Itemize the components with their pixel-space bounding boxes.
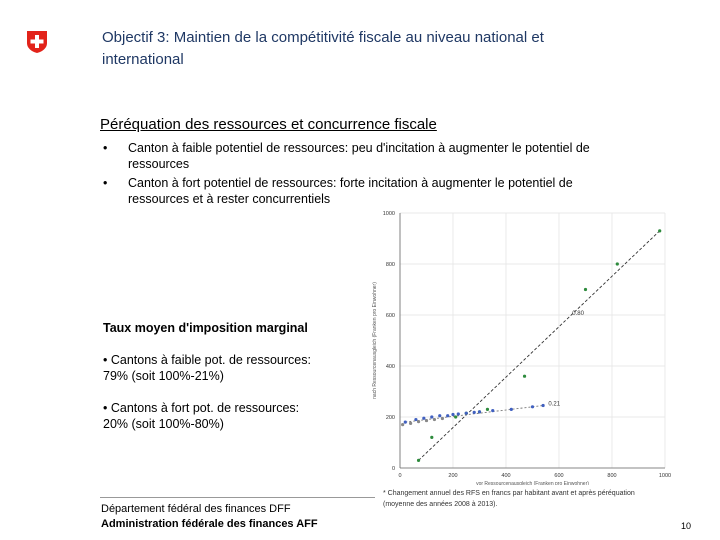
title-line-1: Objectif 3: Maintien de la compétitivité fiscale au niveau national et [102, 29, 544, 46]
data-point [417, 420, 420, 423]
footnote-line: * Changement annuel des RFS en francs par habitant avant et après péréquation [383, 490, 635, 497]
y-tick-label: 200 [385, 415, 395, 421]
data-point [486, 408, 489, 411]
footnote-line: (moyenne des années 2008 à 2013). [383, 501, 498, 508]
data-point [441, 417, 444, 420]
y-tick-label: 400 [385, 364, 395, 370]
data-point [491, 409, 494, 412]
x-tick-label: 800 [607, 473, 617, 479]
scatter-chart [355, 203, 680, 485]
data-point [433, 418, 436, 421]
footer-department: Département fédéral des finances DFF [101, 503, 291, 515]
x-tick-label: 400 [501, 473, 511, 479]
marginal-rate-low-label: • Cantons à faible pot. de ressources: [103, 353, 311, 367]
y-tick-label: 600 [385, 313, 395, 319]
data-point [658, 229, 661, 232]
data-point [430, 415, 433, 418]
bullet-text-line: Canton à fort potentiel de ressources: forte incitation à augmenter le potentiel de [128, 176, 573, 190]
chart-footnote [383, 488, 683, 510]
bullet-list [103, 140, 663, 210]
data-point [465, 412, 468, 415]
data-point [414, 418, 417, 421]
page-number: 10 [681, 521, 692, 531]
data-point [409, 422, 412, 425]
x-tick-label: 0 [398, 473, 402, 479]
annotation-flat-slope: 0.21 [548, 401, 561, 408]
x-tick-label: 200 [448, 473, 458, 479]
marginal-rate-high-label: • Cantons à fort pot. de ressources: [103, 401, 300, 415]
data-point [404, 421, 407, 424]
y-axis-label: nach Ressourcenausgleich (Franken pro Einwohner) [372, 282, 378, 399]
data-point [510, 408, 513, 411]
bullet-text-line: ressources et à rester concurrentiels [128, 192, 331, 206]
bullet-text-line: ressources [128, 157, 190, 171]
bullet-marker: • [103, 141, 108, 155]
data-point [531, 405, 534, 408]
data-point [616, 262, 619, 265]
footer-divider [100, 497, 375, 498]
section-subtitle: Péréquation des ressources et concurrence fiscale [100, 116, 437, 133]
x-tick-label: 1000 [658, 473, 672, 479]
marginal-rate-box [103, 320, 343, 432]
data-point [401, 423, 404, 426]
data-point [473, 411, 476, 414]
data-point [451, 413, 454, 416]
data-point [454, 415, 457, 418]
marginal-rate-high [103, 400, 343, 432]
marginal-rate-title: Taux moyen d'imposition marginal [103, 321, 308, 335]
data-point [584, 288, 587, 291]
bullet-text-line: Canton à faible potentiel de ressources: peu d'incitation à augmenter le potentiel de [128, 141, 590, 155]
data-point [417, 459, 420, 462]
annotation-steep-slope: 0.80 [572, 311, 584, 317]
data-point [430, 436, 433, 439]
y-tick-label: 800 [385, 262, 395, 268]
footer-administration: Administration fédérale des finances AFF [101, 518, 318, 530]
marginal-rate-high-value: 20% (soit 100%-80%) [103, 417, 224, 431]
data-point [446, 414, 449, 417]
data-point [438, 414, 441, 417]
marginal-rate-low [103, 352, 343, 384]
x-axis-label: vor Ressourcenausgleich (Franken pro Einwohner) [476, 481, 589, 485]
x-tick-label: 600 [554, 473, 564, 479]
bullet-marker: • [103, 176, 108, 190]
y-tick-label: 1000 [382, 211, 395, 217]
data-point [422, 417, 425, 420]
marginal-rate-low-value: 79% (soit 100%-21%) [103, 369, 224, 383]
swiss-cross-logo [26, 30, 48, 54]
data-point [457, 412, 460, 415]
data-point [478, 410, 481, 413]
data-point [523, 375, 526, 378]
data-point [425, 419, 428, 422]
bullet-item [103, 140, 663, 172]
y-tick-label: 0 [391, 466, 395, 472]
data-point [542, 404, 545, 407]
page-title [102, 27, 682, 71]
title-line-2: international [102, 51, 184, 68]
